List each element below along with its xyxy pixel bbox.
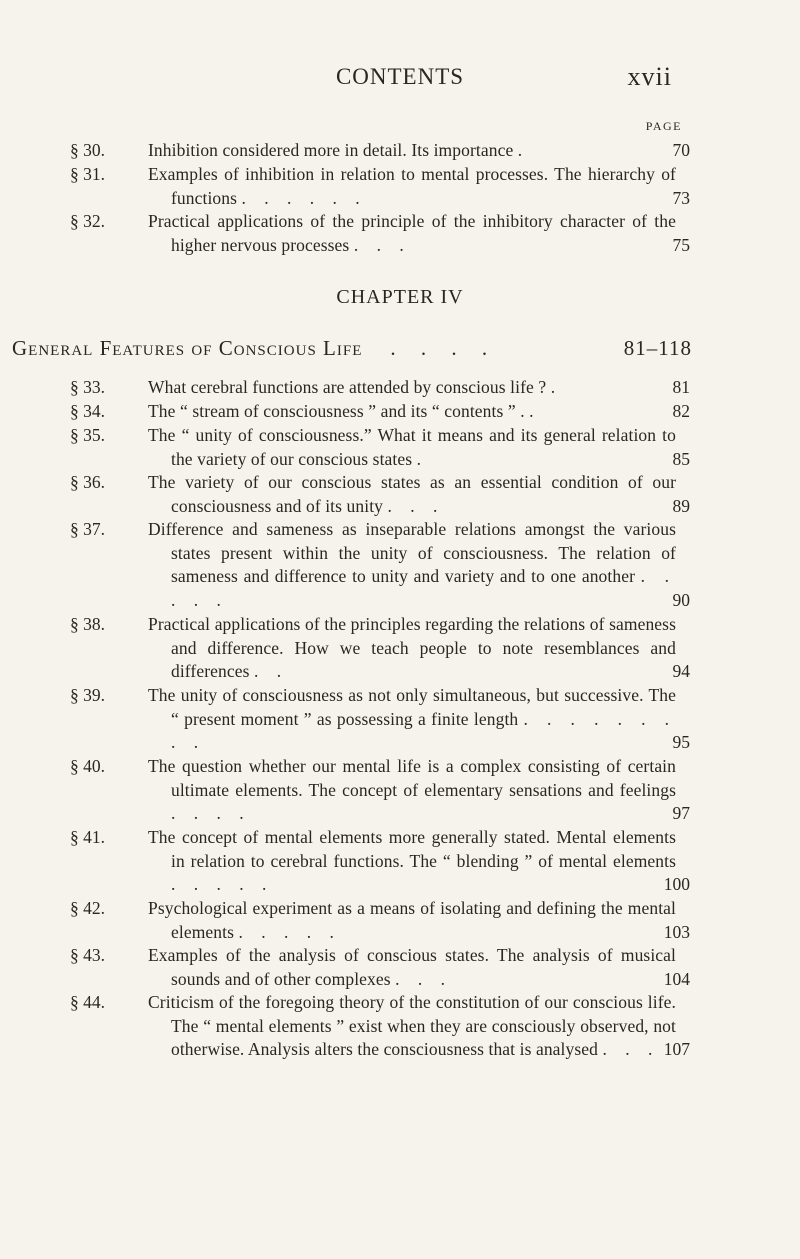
toc-entry-31 bbox=[70, 163, 690, 210]
toc-entry-34 bbox=[70, 400, 690, 424]
dot-leaders: . . . . . bbox=[171, 874, 274, 895]
section-number: § 40. bbox=[70, 756, 105, 776]
toc-entry-41 bbox=[70, 826, 690, 897]
page-number: 95 bbox=[672, 732, 690, 753]
dot-leaders: . . . bbox=[395, 968, 453, 989]
section-number: § 44. bbox=[70, 992, 105, 1012]
dot-leaders: . . . . bbox=[171, 803, 251, 824]
dot-leaders: . . . . . bbox=[171, 566, 676, 610]
toc-entry-35 bbox=[70, 424, 690, 471]
dot-leaders: . bbox=[517, 140, 530, 160]
chapter-heading: CHAPTER IV bbox=[336, 286, 464, 308]
entry-text: The concept of mental elements more generally stated. Mental elements in relation to cerebral functions. The “ blending ” of mental elements . . . . . bbox=[148, 827, 676, 895]
toc-entry-40 bbox=[70, 755, 690, 826]
section-number: § 33. bbox=[70, 377, 105, 397]
section-number: § 31. bbox=[70, 164, 105, 184]
entry-text: The variety of our conscious states as an essential condition of our consciousness and of its unity . . . bbox=[148, 472, 676, 516]
page-number: 94 bbox=[672, 661, 690, 682]
section-number: § 36. bbox=[70, 472, 105, 492]
entry-text: The “ unity of consciousness.” What it means and its general relation to the variety of our conscious states . bbox=[148, 425, 676, 469]
toc-entry-36 bbox=[70, 471, 690, 518]
page-number: 85 bbox=[672, 448, 690, 469]
toc-entry-39 bbox=[70, 684, 690, 755]
page-number: 103 bbox=[663, 921, 690, 942]
section-number: § 41. bbox=[70, 827, 105, 847]
running-title: CONTENTS bbox=[335, 64, 465, 89]
chapter-title: General Features of Conscious Life bbox=[12, 336, 363, 360]
section-number: § 32. bbox=[70, 211, 105, 231]
toc-entry-37 bbox=[70, 518, 690, 612]
running-head bbox=[0, 62, 800, 96]
section-number: § 43. bbox=[70, 945, 105, 965]
entry-text: Inhibition considered more in detail. Its importance . bbox=[148, 140, 530, 160]
toc-entry-38 bbox=[70, 613, 690, 684]
entry-text: Psychological experiment as a means of isolating and defining the mental elements . . . . . bbox=[148, 898, 676, 942]
chapter-page-range: 81–118 bbox=[623, 336, 692, 360]
dot-leaders: . . . bbox=[602, 1039, 660, 1060]
entry-text: What cerebral functions are attended by conscious life ? . bbox=[148, 377, 563, 397]
page-number: 107 bbox=[663, 1039, 690, 1060]
page-number: 82 bbox=[672, 401, 690, 421]
dot-leaders: . . . . . . bbox=[241, 187, 367, 208]
dot-leaders: . . . . . . . . . bbox=[171, 708, 676, 753]
toc-entry-42 bbox=[70, 897, 690, 944]
dot-leaders: . bbox=[529, 401, 541, 421]
entry-text: Examples of inhibition in relation to mental processes. The hierarchy of functions . . . . . . bbox=[148, 164, 676, 208]
page-number: 75 bbox=[672, 234, 690, 255]
section-number: § 37. bbox=[70, 519, 105, 539]
section-number: § 35. bbox=[70, 425, 105, 445]
entry-text: Criticism of the foregoing theory of the constitution of our conscious life. The “ mental elements ” exist when they are consciously observed, not otherwise. Analysis alters the consciousness that is analysed . . . bbox=[148, 992, 676, 1060]
page-folio: xvii bbox=[627, 62, 672, 91]
dot-leaders: . bbox=[416, 448, 429, 469]
page-number: 81 bbox=[672, 377, 690, 397]
entry-text: Examples of the analysis of conscious states. The analysis of musical sounds and of other complexes . . . bbox=[148, 945, 676, 989]
entry-text: Practical applications of the principles regarding the relations of sameness and difference. How we teach people to note resemblances and differences . . bbox=[148, 614, 676, 682]
section-number: § 30. bbox=[70, 140, 105, 160]
page-number: 90 bbox=[672, 589, 690, 610]
page-number: 73 bbox=[672, 187, 690, 208]
section-number: § 34. bbox=[70, 401, 105, 421]
entry-text: Practical applications of the principle of the inhibitory character of the higher nervous processes . . . bbox=[148, 211, 676, 255]
section-number: § 39. bbox=[70, 685, 105, 705]
chapter-title-line bbox=[12, 336, 692, 361]
toc-entry-30 bbox=[70, 139, 690, 163]
entry-text: The “ stream of consciousness ” and its “ contents ” . . bbox=[148, 401, 541, 421]
page-number: 89 bbox=[672, 495, 690, 516]
dot-leaders: . . . bbox=[353, 234, 411, 255]
dot-leaders: . . . bbox=[387, 495, 445, 516]
dot-leaders: . . bbox=[254, 661, 289, 682]
page-number: 97 bbox=[672, 803, 690, 824]
toc-entry-43 bbox=[70, 944, 690, 991]
toc-entry-44 bbox=[70, 991, 690, 1062]
dot-leaders: . . . . bbox=[390, 336, 498, 360]
section-number: § 42. bbox=[70, 898, 105, 918]
entry-text: The unity of consciousness as not only simultaneous, but successive. The “ present moment ” as possessing a finite length . . . . . . . . . bbox=[148, 685, 676, 753]
dot-leaders: . bbox=[550, 377, 563, 397]
page-number: 104 bbox=[663, 968, 690, 989]
page-number: 100 bbox=[663, 874, 690, 895]
toc-entry-33 bbox=[70, 376, 690, 400]
entry-text: Difference and sameness as inseparable relations amongst the various states present within the unity of consciousness. The relation of sameness and difference to unity and variety and to one another . . . . . bbox=[148, 519, 676, 610]
page-number: 70 bbox=[672, 140, 690, 160]
section-number: § 38. bbox=[70, 614, 105, 634]
dot-leaders: . . . . . bbox=[238, 921, 341, 942]
page-column-label: PAGE bbox=[645, 119, 682, 133]
entry-text: The question whether our mental life is a complex consisting of certain ultimate elements. The concept of elementary sensations and feelings . . . . bbox=[148, 756, 676, 824]
toc-entry-32 bbox=[70, 210, 690, 257]
